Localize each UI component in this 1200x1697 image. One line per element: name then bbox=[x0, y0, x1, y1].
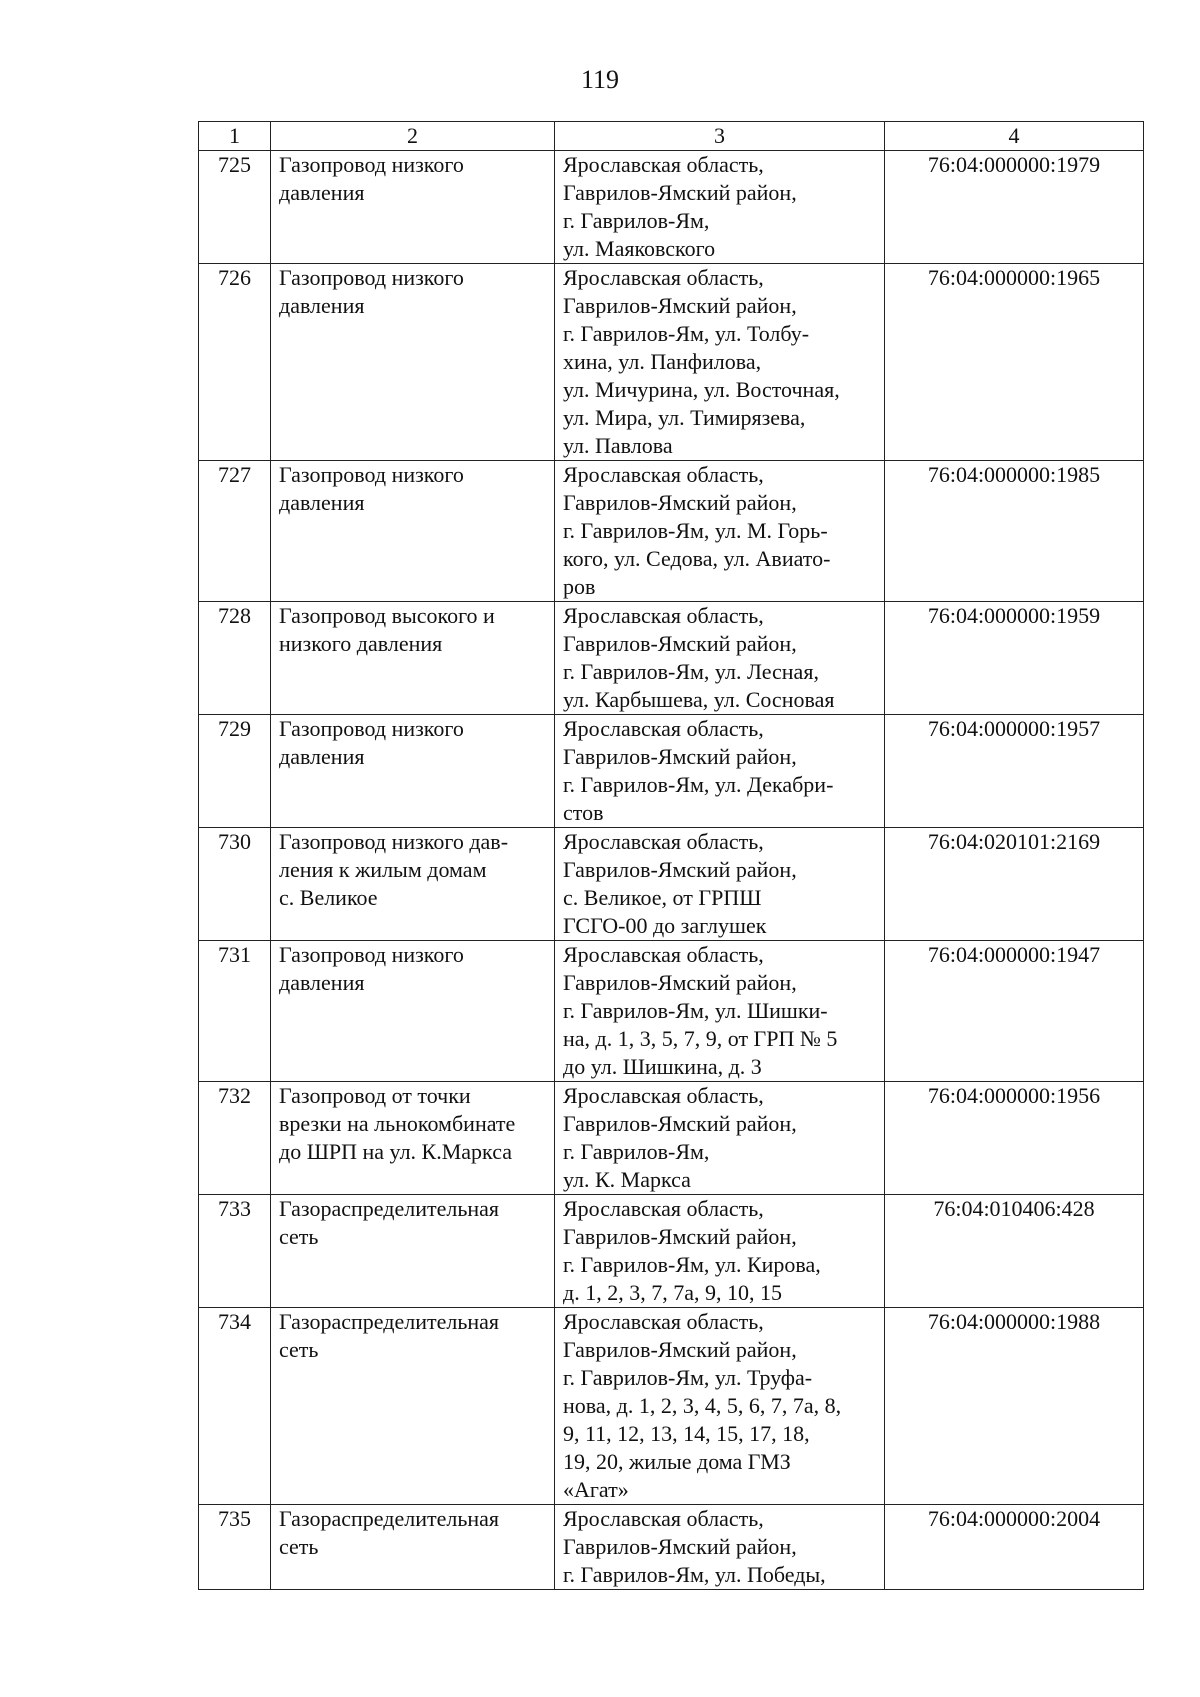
object-address-line: Ярославская область, bbox=[563, 265, 764, 290]
object-name bbox=[271, 602, 555, 715]
object-address-line: Ярославская область, bbox=[563, 1506, 764, 1531]
object-address-line: Ярославская область, bbox=[563, 829, 764, 854]
table-body bbox=[199, 151, 1144, 1590]
object-name-line: Газопровод низкого bbox=[279, 265, 464, 290]
object-address-line: Ярославская область, bbox=[563, 1309, 764, 1334]
object-address-line: Ярославская область, bbox=[563, 603, 764, 628]
object-address-line: д. 1, 2, 3, 7, 7а, 9, 10, 15 bbox=[563, 1280, 782, 1305]
table-row bbox=[199, 1505, 1144, 1590]
table-row bbox=[199, 461, 1144, 602]
row-number: 732 bbox=[199, 1082, 271, 1195]
object-address-line: г. Гаврилов-Ям, ул. М. Горь- bbox=[563, 518, 828, 543]
cadastral-number: 76:04:000000:1959 bbox=[885, 602, 1144, 715]
object-address-line: хина, ул. Панфилова, bbox=[563, 349, 762, 374]
object-address bbox=[555, 461, 885, 602]
object-name bbox=[271, 828, 555, 941]
object-address-line: ул. Мичурина, ул. Восточная, bbox=[563, 377, 840, 402]
object-address-line: ул. Карбышева, ул. Сосновая bbox=[563, 687, 835, 712]
cadastral-number: 76:04:000000:1965 bbox=[885, 264, 1144, 461]
header-col-3: 3 bbox=[555, 122, 885, 151]
object-address bbox=[555, 264, 885, 461]
object-address-line: ул. К. Маркса bbox=[563, 1167, 691, 1192]
object-name-line: сеть bbox=[279, 1224, 319, 1249]
register-table bbox=[198, 121, 1144, 1590]
object-address-line: г. Гаврилов-Ям, ул. Кирова, bbox=[563, 1252, 821, 1277]
row-number: 725 bbox=[199, 151, 271, 264]
object-name-line: до ШРП на ул. К.Маркса bbox=[279, 1139, 512, 1164]
object-name-line: Газораспределительная bbox=[279, 1309, 500, 1334]
object-address-line: Гаврилов-Ямский район, bbox=[563, 180, 797, 205]
object-name-line: Газопровод от точки bbox=[279, 1083, 471, 1108]
object-name-line: ления к жилым домам bbox=[279, 857, 487, 882]
cadastral-number: 76:04:000000:1988 bbox=[885, 1308, 1144, 1505]
row-number: 733 bbox=[199, 1195, 271, 1308]
object-name-line: Газораспределительная bbox=[279, 1506, 500, 1531]
object-address-line: ГСГО-00 до заглушек bbox=[563, 913, 767, 938]
object-name bbox=[271, 1082, 555, 1195]
object-name-line: давления bbox=[279, 180, 365, 205]
object-name-line: сеть bbox=[279, 1534, 319, 1559]
page-number: 119 bbox=[580, 65, 620, 94]
object-address-line: на, д. 1, 3, 5, 7, 9, от ГРП № 5 bbox=[563, 1026, 838, 1051]
object-address-line: Ярославская область, bbox=[563, 152, 764, 177]
header-col-4: 4 bbox=[885, 122, 1144, 151]
row-number: 727 bbox=[199, 461, 271, 602]
object-name bbox=[271, 1505, 555, 1590]
object-address-line: Гаврилов-Ямский район, bbox=[563, 744, 797, 769]
object-address-line: ул. Павлова bbox=[563, 433, 673, 458]
object-name bbox=[271, 264, 555, 461]
cadastral-number: 76:04:020101:2169 bbox=[885, 828, 1144, 941]
object-address-line: Гаврилов-Ямский район, bbox=[563, 1111, 797, 1136]
object-name-line: Газопровод низкого bbox=[279, 942, 464, 967]
table-header bbox=[199, 122, 1144, 151]
object-address bbox=[555, 715, 885, 828]
object-name-line: Газопровод высокого и bbox=[279, 603, 495, 628]
cadastral-number: 76:04:000000:1956 bbox=[885, 1082, 1144, 1195]
object-address-line: Гаврилов-Ямский район, bbox=[563, 631, 797, 656]
object-address-line: ул. Маяковского bbox=[563, 236, 716, 261]
object-name-line: Газораспределительная bbox=[279, 1196, 500, 1221]
table-row bbox=[199, 1308, 1144, 1505]
object-address bbox=[555, 1308, 885, 1505]
object-address-line: кого, ул. Седова, ул. Авиато- bbox=[563, 546, 831, 571]
table-row bbox=[199, 264, 1144, 461]
object-address-line: нова, д. 1, 2, 3, 4, 5, 6, 7, 7а, 8, bbox=[563, 1393, 842, 1418]
object-name-line: низкого давления bbox=[279, 631, 443, 656]
object-address-line: Гаврилов-Ямский район, bbox=[563, 293, 797, 318]
object-address-line: 19, 20, жилые дома ГМЗ bbox=[563, 1449, 791, 1474]
object-address-line: Гаврилов-Ямский район, bbox=[563, 1224, 797, 1249]
row-number: 728 bbox=[199, 602, 271, 715]
table-row bbox=[199, 151, 1144, 264]
object-address bbox=[555, 941, 885, 1082]
object-name-line: Газопровод низкого bbox=[279, 716, 464, 741]
row-number: 735 bbox=[199, 1505, 271, 1590]
object-address bbox=[555, 602, 885, 715]
object-address bbox=[555, 828, 885, 941]
object-address-line: г. Гаврилов-Ям, ул. Декабри- bbox=[563, 772, 834, 797]
header-col-2: 2 bbox=[271, 122, 555, 151]
header-row bbox=[199, 122, 1144, 151]
object-address-line: Ярославская область, bbox=[563, 462, 764, 487]
object-address-line: стов bbox=[563, 800, 604, 825]
object-address-line: г. Гаврилов-Ям, ул. Толбу- bbox=[563, 321, 810, 346]
table-row bbox=[199, 715, 1144, 828]
object-name-line: Газопровод низкого дав- bbox=[279, 829, 509, 854]
object-address-line: Гаврилов-Ямский район, bbox=[563, 857, 797, 882]
table-row bbox=[199, 828, 1144, 941]
object-address-line: Ярославская область, bbox=[563, 1196, 764, 1221]
row-number: 729 bbox=[199, 715, 271, 828]
header-col-1: 1 bbox=[199, 122, 271, 151]
table-row bbox=[199, 1082, 1144, 1195]
object-name-line: давления bbox=[279, 744, 365, 769]
object-name bbox=[271, 1195, 555, 1308]
object-name-line: Газопровод низкого bbox=[279, 152, 464, 177]
object-address-line: «Агат» bbox=[563, 1477, 629, 1502]
cadastral-number: 76:04:000000:1957 bbox=[885, 715, 1144, 828]
cadastral-number: 76:04:000000:1947 bbox=[885, 941, 1144, 1082]
object-address-line: Гаврилов-Ямский район, bbox=[563, 490, 797, 515]
object-name bbox=[271, 461, 555, 602]
object-address-line: г. Гаврилов-Ям, ул. Шишки- bbox=[563, 998, 828, 1023]
object-name bbox=[271, 715, 555, 828]
object-address-line: Ярославская область, bbox=[563, 716, 764, 741]
object-address-line: 9, 11, 12, 13, 14, 15, 17, 18, bbox=[563, 1421, 810, 1446]
table-row bbox=[199, 941, 1144, 1082]
object-name-line: Газопровод низкого bbox=[279, 462, 464, 487]
object-address-line: Гаврилов-Ямский район, bbox=[563, 970, 797, 995]
cadastral-number: 76:04:000000:2004 bbox=[885, 1505, 1144, 1590]
object-address-line: с. Великое, от ГРПШ bbox=[563, 885, 762, 910]
cadastral-number: 76:04:000000:1979 bbox=[885, 151, 1144, 264]
object-address-line: г. Гаврилов-Ям, bbox=[563, 1139, 710, 1164]
object-address-line: Ярославская область, bbox=[563, 1083, 764, 1108]
object-name bbox=[271, 1308, 555, 1505]
object-name bbox=[271, 151, 555, 264]
object-address-line: г. Гаврилов-Ям, ул. Лесная, bbox=[563, 659, 819, 684]
object-name-line: с. Великое bbox=[279, 885, 378, 910]
object-address-line: г. Гаврилов-Ям, ул. Победы, bbox=[563, 1562, 826, 1587]
object-address-line: Гаврилов-Ямский район, bbox=[563, 1534, 797, 1559]
object-address-line: г. Гаврилов-Ям, bbox=[563, 208, 710, 233]
object-name-line: сеть bbox=[279, 1337, 319, 1362]
object-address bbox=[555, 1505, 885, 1590]
cadastral-number: 76:04:010406:428 bbox=[885, 1195, 1144, 1308]
object-name-line: давления bbox=[279, 490, 365, 515]
object-name-line: врезки на льнокомбинате bbox=[279, 1111, 516, 1136]
object-address-line: Гаврилов-Ямский район, bbox=[563, 1337, 797, 1362]
object-address-line: ул. Мира, ул. Тимирязева, bbox=[563, 405, 806, 430]
row-number: 730 bbox=[199, 828, 271, 941]
cadastral-number: 76:04:000000:1985 bbox=[885, 461, 1144, 602]
object-address bbox=[555, 1082, 885, 1195]
object-address bbox=[555, 1195, 885, 1308]
object-address bbox=[555, 151, 885, 264]
object-name-line: давления bbox=[279, 293, 365, 318]
object-name-line: давления bbox=[279, 970, 365, 995]
object-address-line: Ярославская область, bbox=[563, 942, 764, 967]
object-address-line: ров bbox=[563, 574, 596, 599]
object-address-line: до ул. Шишкина, д. 3 bbox=[563, 1054, 762, 1079]
row-number: 726 bbox=[199, 264, 271, 461]
row-number: 731 bbox=[199, 941, 271, 1082]
row-number: 734 bbox=[199, 1308, 271, 1505]
table-row bbox=[199, 602, 1144, 715]
object-name bbox=[271, 941, 555, 1082]
object-address-line: г. Гаврилов-Ям, ул. Труфа- bbox=[563, 1365, 813, 1390]
table-row bbox=[199, 1195, 1144, 1308]
